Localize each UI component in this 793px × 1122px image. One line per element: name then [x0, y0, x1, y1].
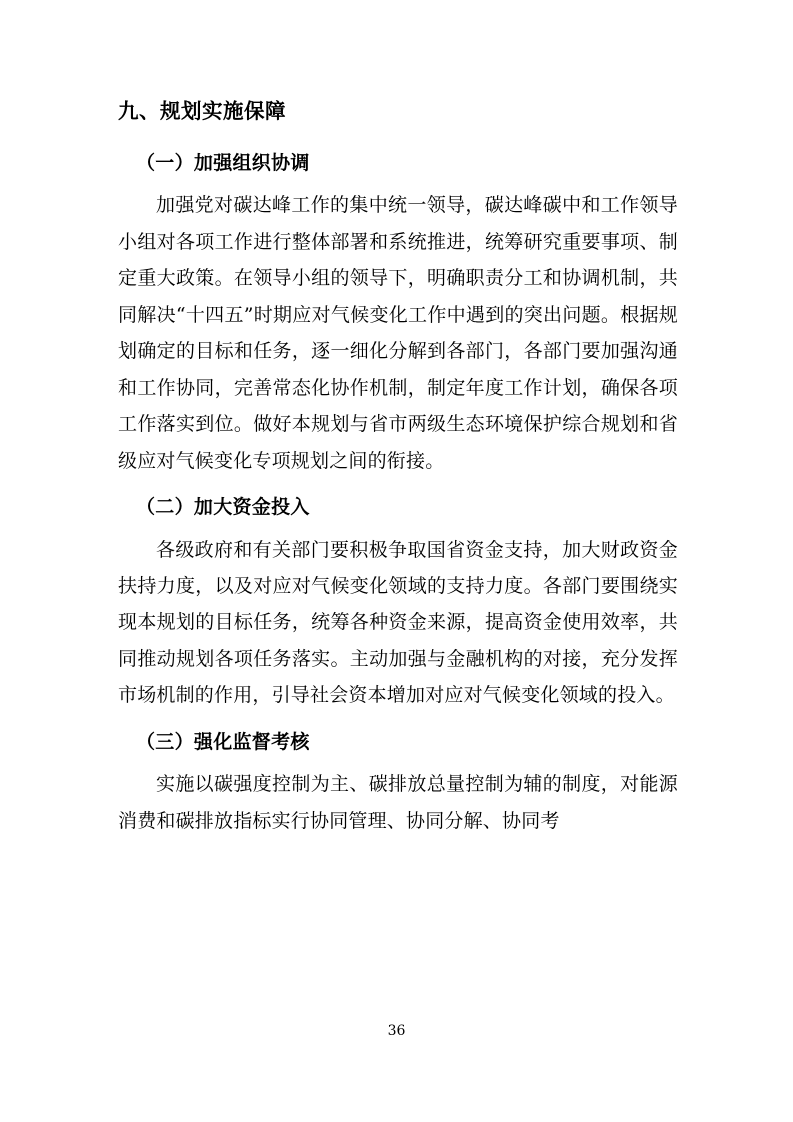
page-number: 36	[387, 1023, 406, 1039]
subsection-3	[118, 728, 678, 839]
subsection-3-heading: （三）强化监督考核	[136, 730, 310, 753]
page-content	[118, 96, 678, 853]
subsection-3-paragraph-1: 实施以碳强度控制为主、碳排放总量控制为辅的制度，对能源消费和碳排放指标实行协同管理、协同分解、协同考	[118, 773, 678, 832]
subsection-2-paragraph-1: 各级政府和有关部门要积极争取国省资金支持，加大财政资金扶持力度，以及对应对气候变化领域的支持力度。各部门要围绕实现本规划的目标任务，统筹各种资金来源，提高资金使用效率，共同推动规划各项任务落实。主动加强与金融机构的对接，充分发挥市场机制的作用，引导社会资本增加对应对气候变化领域的投入。	[118, 538, 678, 707]
subsection-1	[118, 149, 678, 479]
subsection-2	[118, 493, 678, 714]
subsection-1-heading: （一）加强组织协调	[136, 151, 310, 174]
section-heading: 九、规划实施保障	[118, 99, 286, 123]
subsection-2-heading: （二）加大资金投入	[136, 496, 310, 518]
subsection-1-paragraph-1: 加强党对碳达峰工作的集中统一领导，碳达峰碳中和工作领导小组对各项工作进行整体部署和系统推进，统筹研究重要事项、制定重大政策。在领导小组的领导下，明确职责分工和协调机制，共同解决“十四五”时期应对气候变化工作中遇到的突出问题。根据规划确定的目标和任务，逐一细化分解到各部门，各部门要加强沟通和工作协同，完善常态化协作机制，制定年度工作计划，确保各项工作落实到位。做好本规划与省市两级生态环境保护综合规划和省级应对气候变化专项规划之间的衔接。	[118, 194, 678, 472]
